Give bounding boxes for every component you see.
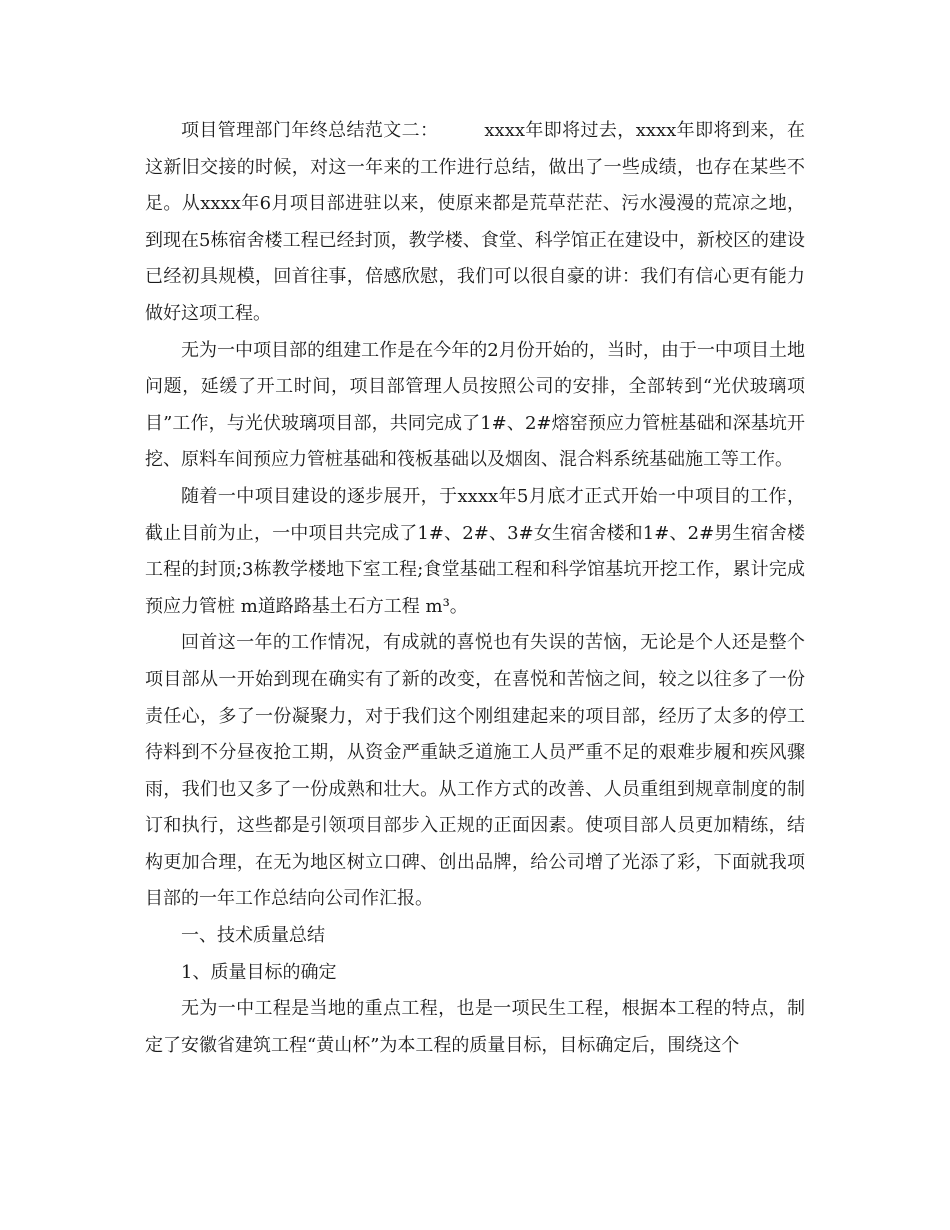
paragraph-intro xyxy=(145,113,805,333)
paragraph-4: 回首这一年的工作情况，有成就的喜悦也有失误的苦恼，无论是个人还是整个项目部从一开始到现在确实有了新的改变，在喜悦和苦恼之间，较之以往多了一份责任心，多了一份凝聚力，对于我们这个刚组建起来的项目部，经历了太多的停工待料到不分昼夜抢工期，从资金严重缺乏道施工人员严重不足的艰难步履和疾风骤雨，我们也又多了一份成熟和壮大。从工作方式的改善、人员重组到规章制度的制订和执行，这些都是引领项目部步入正规的正面因素。使项目部人员更加精练，结构更加合理，在无为地区树立口碑、创出品牌，给公司增了光添了彩，下面就我项目部的一年工作总结向公司作汇报。 xyxy=(145,632,805,910)
paragraph-2: 无为一中项目部的组建工作是在今年的2月份开始的，当时，由于一中项目土地问题，延缓了开工时间，项目部管理人员按照公司的安排，全部转到“光伏玻璃项目”工作，与光伏玻璃项目部，共同完成了1#、2#熔窑预应力管桩基础和深基坑开挖、原料车间预应力管桩基础和筏板基础以及烟囱、混合料系统基础施工等工作。 xyxy=(145,339,805,471)
document-page xyxy=(145,113,805,1064)
paragraph-5: 无为一中工程是当地的重点工程，也是一项民生工程，根据本工程的特点，制定了安徽省建筑工程“黄山杯”为本工程的质量目标，目标确定后，围绕这个 xyxy=(145,998,805,1056)
intro-body: xxxx年即将过去，xxxx年即将到来，在这新旧交接的时候，对这一年来的工作进行总结，做出了一些成绩，也存在某些不足。从xxxx年6月项目部进驻以来，使原来都是荒草茫茫、污水漫漫的荒凉之地，到现在5栋宿舍楼工程已经封顶，教学楼、食堂、科学馆正在建设中，新校区的建设已经初具规模，回首往事，倍感欣慰，我们可以很自豪的讲：我们有信心更有能力做好这项工程。 xyxy=(145,120,805,324)
section-heading-1: 一、技术质量总结 xyxy=(181,925,325,947)
section-heading-2: 1、质量目标的确定 xyxy=(181,961,337,983)
paragraph-3: 随着一中项目建设的逐步展开，于xxxx年5月底才正式开始一中项目的工作，截止目前为止，一中项目共完成了1#、2#、3#女生宿舍楼和1#、2#男生宿舍楼工程的封顶;3栋教学楼地下室工程;食堂基础工程和科学馆基坑开挖工作，累计完成预应力管桩 m道路路基土石方工程 m³。 xyxy=(145,485,805,617)
intro-title: 项目管理部门年终总结范文二： xyxy=(181,120,439,141)
